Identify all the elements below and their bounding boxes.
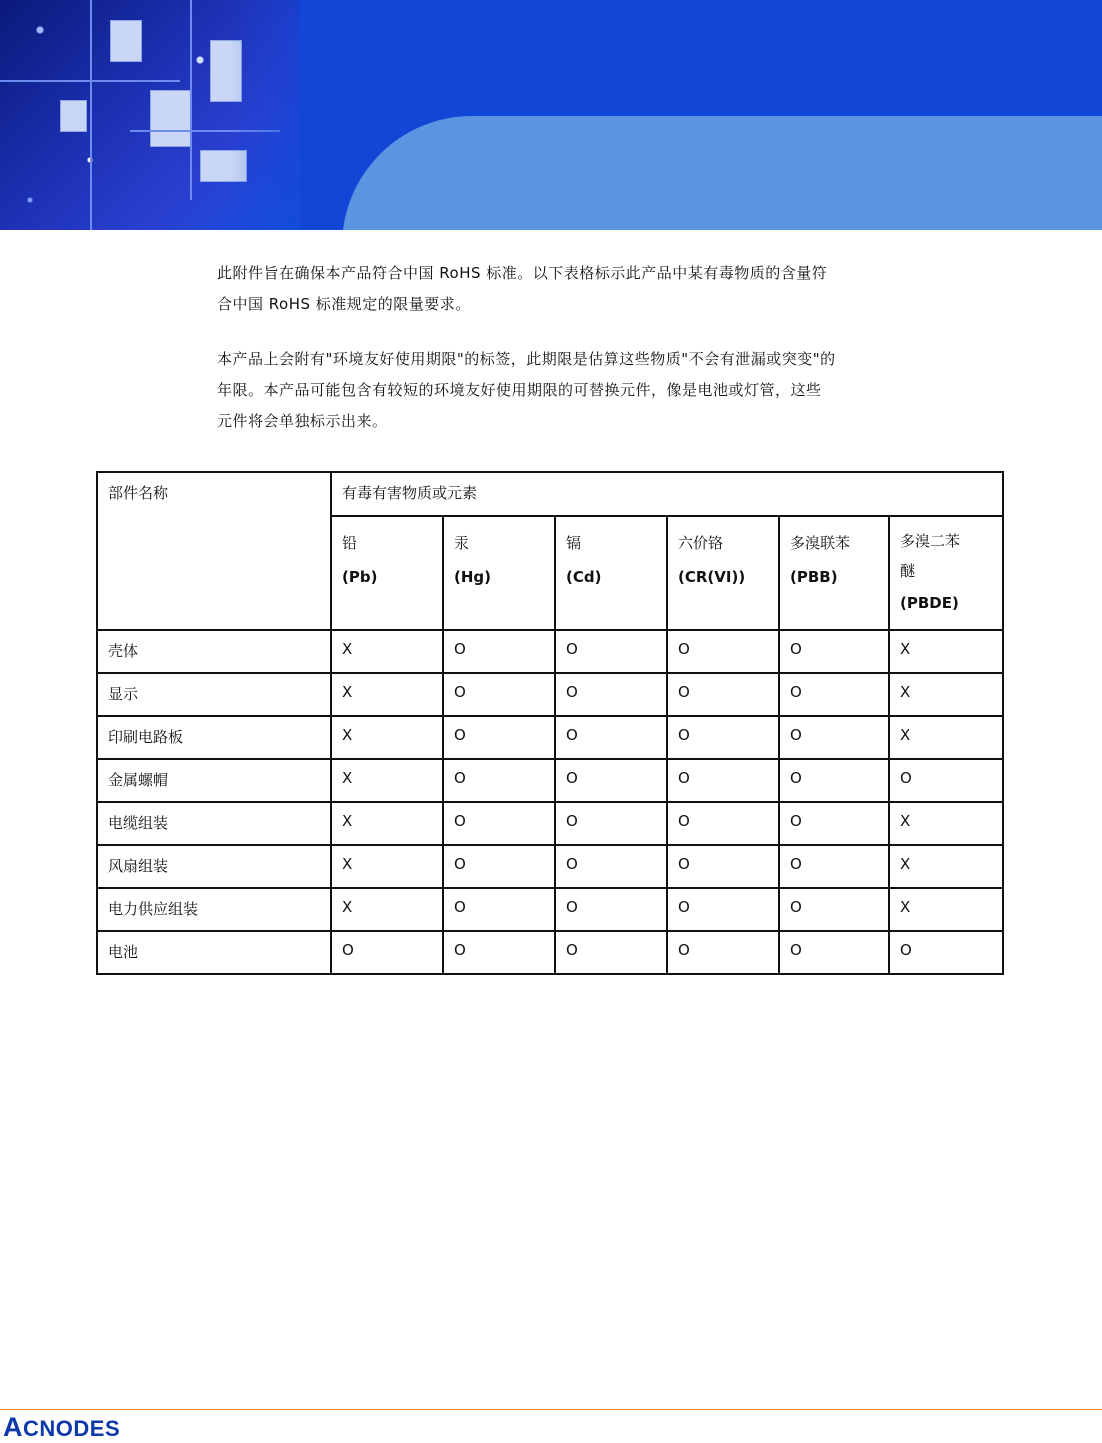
compliance-cell: O xyxy=(667,673,779,716)
substance-group-header: 有毒有害物质或元素 xyxy=(331,472,1003,516)
compliance-cell: X xyxy=(889,673,1003,716)
compliance-cell: O xyxy=(443,931,555,974)
acnodes-logo: ACNODES xyxy=(3,1412,121,1442)
compliance-cell: O xyxy=(667,630,779,673)
compliance-cell: O xyxy=(779,716,889,759)
compliance-cell: O xyxy=(667,716,779,759)
table-row xyxy=(97,931,1003,974)
compliance-cell: O xyxy=(443,759,555,802)
part-name-cell: 电池 xyxy=(97,931,331,974)
rohs-table xyxy=(96,471,1004,975)
compliance-cell: X xyxy=(331,630,443,673)
compliance-cell: X xyxy=(889,716,1003,759)
compliance-cell: O xyxy=(331,931,443,974)
intro-line: 本产品上会附有"环境友好使用期限"的标签，此期限是估算这些物质"不会有泄漏或突变"的 xyxy=(217,350,836,368)
compliance-cell: O xyxy=(779,673,889,716)
table-row xyxy=(97,802,1003,845)
compliance-cell: O xyxy=(779,759,889,802)
compliance-cell: O xyxy=(779,931,889,974)
compliance-cell: O xyxy=(779,888,889,931)
table-row xyxy=(97,759,1003,802)
intro-line: 此附件旨在确保本产品符合中国 RoHS 标准。以下表格标示此产品中某有毒物质的含量符 xyxy=(217,264,828,282)
compliance-cell: X xyxy=(331,845,443,888)
part-name-cell: 印刷电路板 xyxy=(97,716,331,759)
compliance-cell: O xyxy=(443,630,555,673)
part-name-cell: 显示 xyxy=(97,673,331,716)
header-banner xyxy=(0,0,1102,230)
compliance-cell: X xyxy=(331,759,443,802)
compliance-cell: O xyxy=(889,759,1003,802)
part-name-cell: 电缆组装 xyxy=(97,802,331,845)
part-name-cell: 风扇组装 xyxy=(97,845,331,888)
intro-paragraph-2 xyxy=(217,344,977,437)
compliance-cell: X xyxy=(889,845,1003,888)
banner-curve xyxy=(342,116,1102,230)
substance-header: 多溴二苯 醚 (PBDE) xyxy=(889,516,1003,630)
compliance-cell: O xyxy=(555,931,667,974)
intro-paragraph-1 xyxy=(217,258,977,320)
table-row xyxy=(97,673,1003,716)
intro-line: 合中国 RoHS 标准规定的限量要求。 xyxy=(217,295,471,313)
compliance-cell: O xyxy=(555,802,667,845)
compliance-cell: O xyxy=(889,931,1003,974)
substance-header: 汞 (Hg) xyxy=(443,516,555,630)
table-row xyxy=(97,888,1003,931)
compliance-cell: O xyxy=(443,888,555,931)
compliance-cell: O xyxy=(667,888,779,931)
compliance-cell: O xyxy=(555,888,667,931)
substance-header: 六价铬 (CR(VI)) xyxy=(667,516,779,630)
compliance-cell: X xyxy=(889,802,1003,845)
compliance-cell: O xyxy=(555,716,667,759)
compliance-cell: O xyxy=(555,759,667,802)
table-row xyxy=(97,716,1003,759)
substance-header: 多溴联苯 (PBB) xyxy=(779,516,889,630)
substance-header: 铅 (Pb) xyxy=(331,516,443,630)
compliance-cell: O xyxy=(555,630,667,673)
compliance-cell: X xyxy=(889,888,1003,931)
part-name-cell: 电力供应组装 xyxy=(97,888,331,931)
intro-line: 年限。本产品可能包含有较短的环境友好使用期限的可替换元件，像是电池或灯管，这些 xyxy=(217,381,822,399)
table-row xyxy=(97,630,1003,673)
part-name-header: 部件名称 xyxy=(97,472,331,630)
compliance-cell: O xyxy=(667,802,779,845)
table-row xyxy=(97,845,1003,888)
compliance-cell: O xyxy=(443,716,555,759)
compliance-cell: O xyxy=(779,802,889,845)
part-name-cell: 金属螺帽 xyxy=(97,759,331,802)
compliance-cell: X xyxy=(331,802,443,845)
compliance-cell: X xyxy=(889,630,1003,673)
compliance-cell: O xyxy=(555,673,667,716)
compliance-cell: X xyxy=(331,888,443,931)
compliance-cell: O xyxy=(779,845,889,888)
compliance-cell: O xyxy=(443,845,555,888)
compliance-cell: O xyxy=(443,802,555,845)
intro-line: 元件将会单独标示出来。 xyxy=(217,412,388,430)
compliance-cell: O xyxy=(779,630,889,673)
part-name-cell: 壳体 xyxy=(97,630,331,673)
compliance-cell: O xyxy=(555,845,667,888)
compliance-cell: X xyxy=(331,716,443,759)
compliance-cell: O xyxy=(667,931,779,974)
compliance-cell: O xyxy=(667,759,779,802)
compliance-cell: O xyxy=(667,845,779,888)
footer-divider xyxy=(0,1409,1102,1410)
compliance-cell: O xyxy=(443,673,555,716)
compliance-cell: X xyxy=(331,673,443,716)
substance-header: 镉 (Cd) xyxy=(555,516,667,630)
